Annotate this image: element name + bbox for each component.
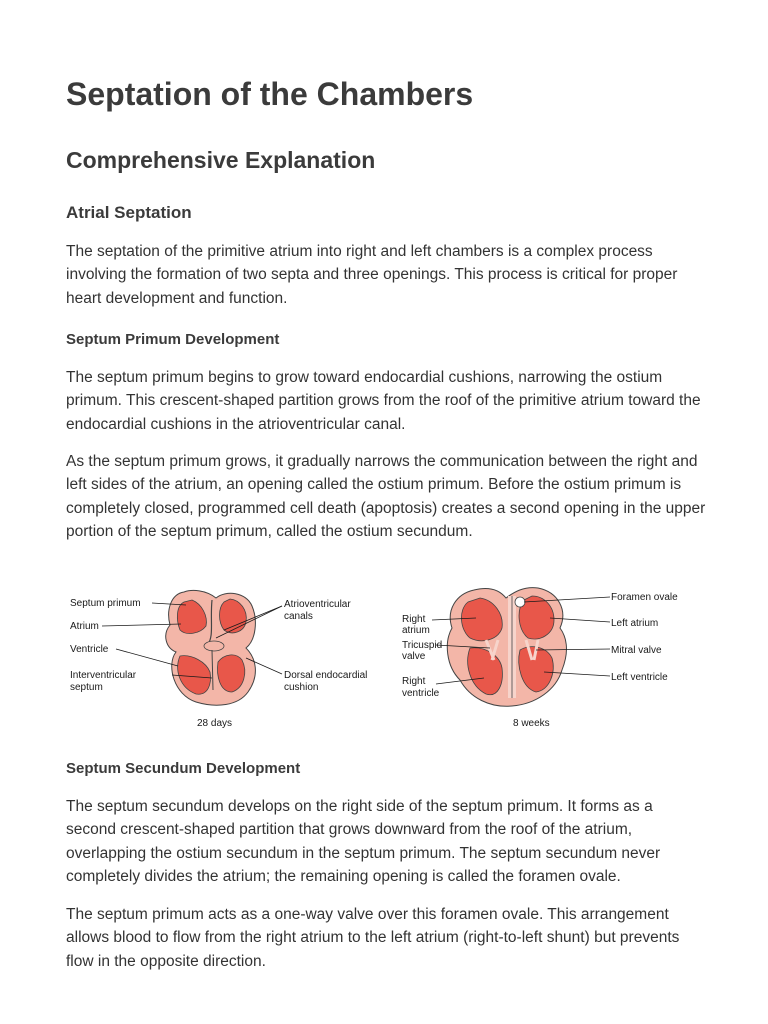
heart-diagrams <box>66 580 706 730</box>
paragraph-septum-primum-2: As the septum primum grows, it gradually narrows the communication between the right and left sides of the atrium, an opening called the ostium primum. Before the ostium primum is completely closed, programmed cell death (apoptosis) creates a second opening in the upper portion of the septum primum, called the ostium secundum. <box>66 453 706 540</box>
label-av-canals-2: canals <box>284 611 313 622</box>
paragraph-septum-primum-1: The septum primum begins to grow toward endocardial cushions, narrowing the ostium primum. This crescent-shaped partition grows from the roof of the primitive atrium toward the endocardial cushions in the atrioventricular canal. <box>66 369 701 433</box>
paragraph-septum-secundum-1: The septum secundum develops on the right side of the septum primum. It forms as a second crescent-shaped partition that grows downward from the roof of the atrium, overlapping the ostium secundum in the septum primum. The septum secundum never completely divides the atrium; the remaining opening is called the foramen ovale. <box>66 798 661 885</box>
page-title: Septation of the Chambers <box>66 76 474 112</box>
subsection-heading-atrial-septation: Atrial Septation <box>66 203 192 222</box>
label-ventricle: Ventricle <box>70 644 109 655</box>
label-dorsal-endocardial-cushion: cushion <box>284 682 319 693</box>
section-heading: Comprehensive Explanation <box>66 147 376 173</box>
intro-paragraph: The septation of the primitive atrium into right and left chambers is a complex process involving the formation of two septa and three openings. This process is critical for proper heart development and function. <box>66 243 678 307</box>
label-tricuspid-valve: valve <box>402 651 426 662</box>
heart-diagram-28-days <box>166 590 256 705</box>
label-interventricular-septum: septum <box>70 682 103 693</box>
label-atrium: Atrium <box>70 621 99 632</box>
heart-septation-figure <box>66 580 706 730</box>
label-right-ventricle-2: ventricle <box>402 688 440 699</box>
label-dorsal-endocardial: Dorsal endocardial <box>284 670 368 681</box>
label-right-atrium-2: atrium <box>402 625 430 636</box>
foramen-ovale-shape <box>515 597 525 607</box>
heading-septum-primum: Septum Primum Development <box>66 331 280 348</box>
caption-28-days: 28 days <box>197 718 233 729</box>
label-foramen-ovale: Foramen ovale <box>611 592 678 603</box>
paragraph-septum-secundum-2: The septum primum acts as a one-way valve over this foramen ovale. This arrangement allows blood to flow from the right atrium to the left atrium (right-to-left shunt) but prevents flow in the opposite direction. <box>66 906 680 970</box>
endocardial-cushion-shape <box>204 641 224 651</box>
label-right-atrium: Right <box>402 614 426 625</box>
label-septum-primum: Septum primum <box>70 598 141 609</box>
caption-8-weeks: 8 weeks <box>513 718 550 729</box>
label-left-ventricle: Left ventricle <box>611 672 668 683</box>
label-av-canals: Atrioventricular <box>284 599 351 610</box>
label-tricuspid: Tricuspid <box>402 640 443 651</box>
label-interventricular: Interventricular <box>70 670 137 681</box>
label-left-atrium: Left atrium <box>611 618 659 629</box>
heading-septum-secundum: Septum Secundum Development <box>66 760 301 777</box>
label-right-ventricle: Right <box>402 676 426 687</box>
label-mitral-valve: Mitral valve <box>611 645 662 656</box>
